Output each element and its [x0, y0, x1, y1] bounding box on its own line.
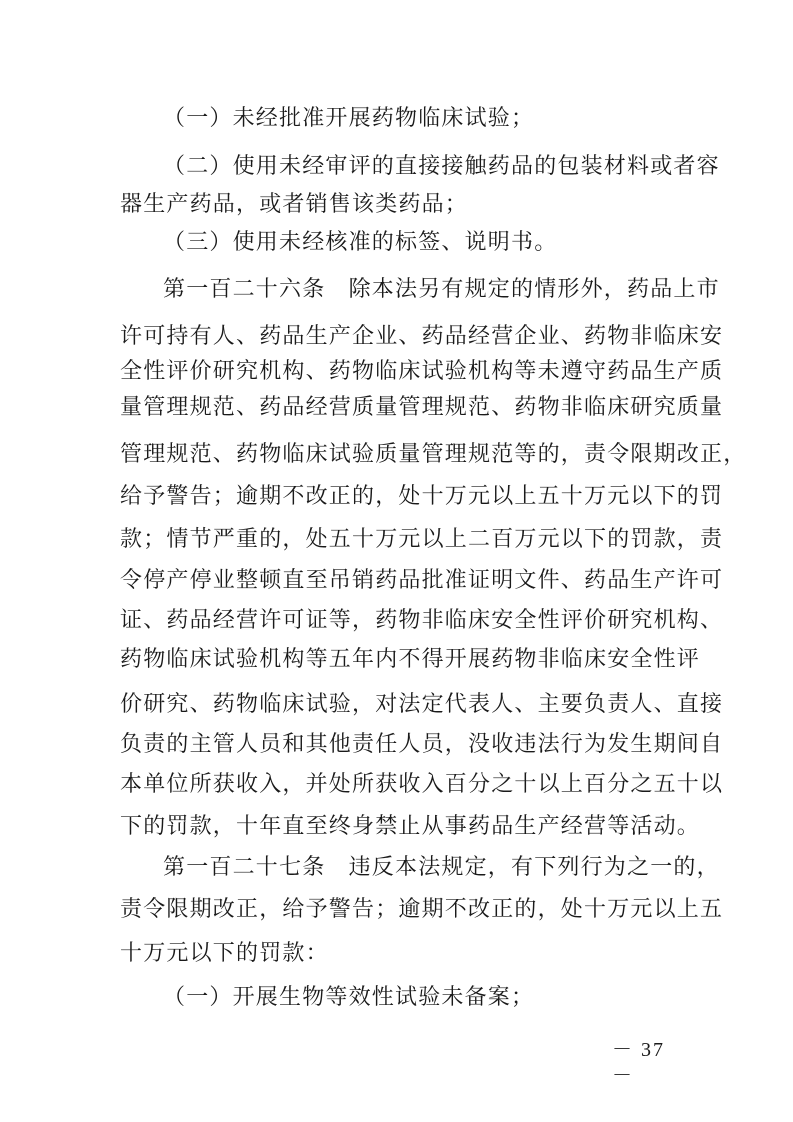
- text-line: 责令限期改正，给予警告；逾期不改正的，处十万元以上五: [120, 897, 724, 922]
- text-line: 十万元以下的罚款：: [120, 941, 329, 966]
- text-line: 第一百二十七条 违反本法规定，有下列行为之一的，: [163, 855, 720, 880]
- text-line: 令停产停业整顿直至吊销药品批准证明文件、药品生产许可: [120, 568, 724, 593]
- text-line: 许可持有人、药品生产企业、药品经营企业、药物非临床安: [120, 324, 724, 349]
- text-line: 证、药品经营许可证等，药物非临床安全性评价研究机构、: [120, 608, 724, 633]
- text-line: 给予警告；逾期不改正的，处十万元以上五十万元以下的罚: [120, 484, 724, 509]
- text-line: 价研究、药物临床试验，对法定代表人、主要负责人、直接: [120, 692, 724, 717]
- text-line: （二）使用未经审评的直接接触药品的包装材料或者容: [163, 154, 720, 179]
- text-line: 药物临床试验机构等五年内不得开展药物非临床安全性评: [120, 647, 701, 672]
- text-line: 量管理规范、药品经营质量管理规范、药物非临床研究质量: [120, 395, 724, 420]
- text-line: 器生产药品，或者销售该类药品；: [120, 192, 469, 217]
- text-line: （一）开展生物等效性试验未备案；: [163, 985, 535, 1010]
- text-line: （三）使用未经核准的标签、说明书。: [163, 230, 558, 255]
- text-line: 下的罚款，十年直至终身禁止从事药品生产经营等活动。: [120, 814, 701, 839]
- text-line: 全性评价研究机构、药物临床试验机构等未遵守药品生产质: [120, 359, 724, 384]
- text-line: 负责的主管人员和其他责任人员，没收违法行为发生期间自: [120, 732, 724, 757]
- text-line: 第一百二十六条 除本法另有规定的情形外，药品上市: [163, 277, 720, 302]
- page-number: － 37 －: [612, 1039, 665, 1087]
- text-line: （一）未经批准开展药物临床试验；: [163, 106, 535, 131]
- text-line: 本单位所获收入，并处所获收入百分之十以上百分之五十以: [120, 772, 724, 797]
- text-line: 管理规范、药物临床试验质量管理规范等的，责令限期改正，: [120, 442, 747, 467]
- text-line: 款；情节严重的，处五十万元以上二百万元以下的罚款，责: [120, 527, 724, 552]
